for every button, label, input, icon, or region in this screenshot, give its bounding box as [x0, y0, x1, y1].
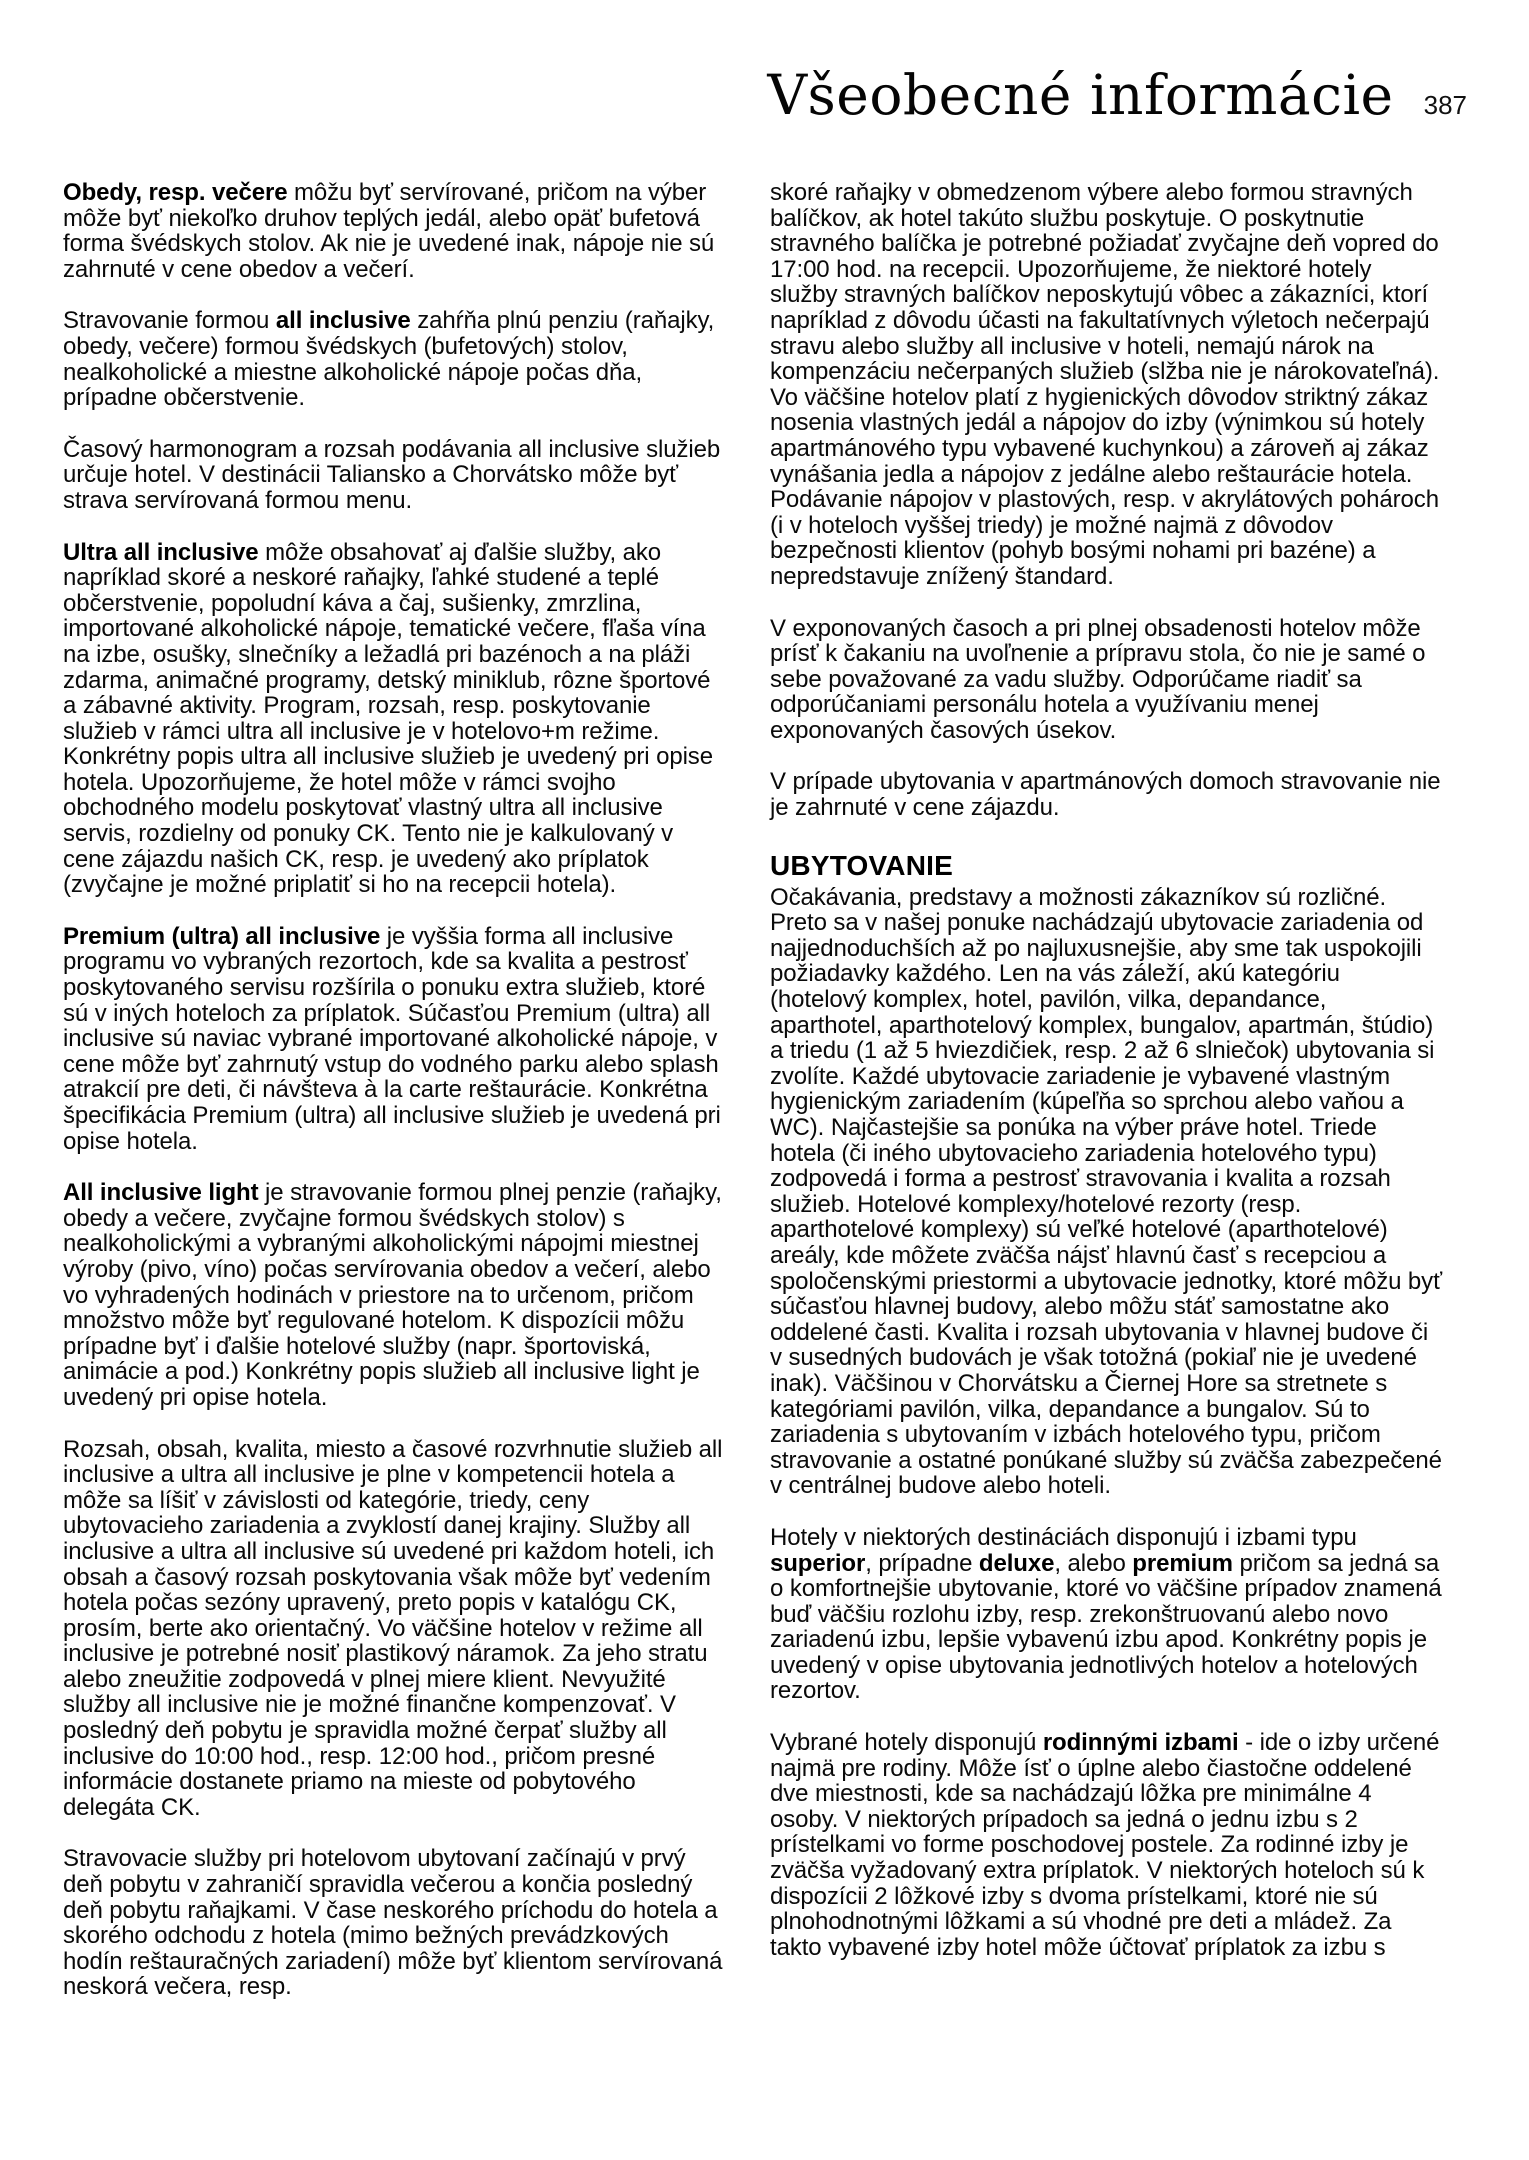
- body-text: Stravovanie formou: [63, 307, 276, 335]
- paragraph: [770, 769, 1442, 820]
- bold-term: All inclusive light: [63, 1179, 259, 1207]
- bold-term: rodinnými izbami: [1042, 1729, 1239, 1757]
- page-header: [767, 63, 1467, 127]
- paragraph: [770, 616, 1442, 744]
- paragraph: [63, 540, 723, 898]
- paragraph: [63, 437, 723, 514]
- body-text: môžu byť servírované, pričom na výber môže byť niekoľko druhov teplých jedál, alebo opäť bufetová forma švédskych stolov. Ak nie je uvedené inak, nápoje nie sú zahrnuté v cene obedov a večerí.: [63, 179, 715, 283]
- body-text: Časový harmonogram a rozsah podávania all inclusive služieb určuje hotel. V destinácii Taliansko a Chorvátsko môže byť strava servírovaná formou menu.: [63, 435, 721, 514]
- paragraph: [63, 308, 723, 410]
- bold-term: Ultra all inclusive: [63, 538, 259, 566]
- body-text: , alebo: [1054, 1549, 1133, 1577]
- right-column: [770, 180, 1442, 1986]
- paragraph: [770, 180, 1442, 590]
- bold-term: all inclusive: [275, 307, 411, 335]
- body-text: skoré raňajky v obmedzenom výbere alebo formou stravných balíčkov, ak hotel takúto službu poskytuje. O poskytnutie stravného balíčka je potrebné požiadať zvyčajne deň vopred do 17:00 hod. na recepcii. Upozorňujeme, že niektoré hotely služby stravných balíčkov neposkytujú vôbec a zákazníci, ktorí napríklad z dôvodu účasti na fakultatívnych výletoch nečerpajú stravu alebo služby all inclusive v hoteli, nemajú nárok na kompenzáciu nečerpaných služieb (slžba nie je nárokovateľná). Vo väčšine hotelov platí z hygienických dôvodov striktný zákaz nosenia vlastných jedál a nápojov do izby (výnimkou sú hotely apartmánového typu vybavené kuchynkou) a zároveň aj zákaz vynášania jedla a nápojov z jedálne alebo reštaurácie hotela. Podávanie nápojov v plastových, resp. v akrylátových pohároch (i v hoteloch vyššej triedy) je možné najmä z dôvodov bezpečnosti klientov (pohyb bosými nohami pri bazéne) a nepredstavuje znížený štandard.: [770, 179, 1440, 590]
- body-text: Rozsah, obsah, kvalita, miesto a časové rozvrhnutie služieb all inclusive a ultra all inclusive je plne v kompetencii hotela a môže sa líšiť v závislosti od kategórie, triedy, ceny ubytovacieho zariadenia a zvyklostí danej krajiny. Služby all inclusive a ultra all inclusive sú uvedené pri každom hoteli, ich obsah a časový rozsah poskytovania však môže byť vedením hotela počas sezóny upravený, preto popis v katalógu CK, prosím, berte ako orientačný. Vo väčšine hotelov v režime all inclusive je potrebné nosiť plastikový náramok. Za jeho stratu alebo zneužitie zodpovedá v plnej miere klient. Nevyužité služby all inclusive nie je možné finančne kompenzovať. V posledný deň pobytu je spravidla možné čerpať služby all inclusive do 10:00 hod., resp. 12:00 hod., pričom presné informácie dostanete priamo na mieste od pobytového delegáta CK.: [63, 1435, 723, 1821]
- body-text: je stravovanie formou plnej penzie (raňajky, obedy a večere, zvyčajne formou švédskych stolov) s nealkoholickými a vybranými alkoholickými nápojmi miestnej výroby (pivo, víno) počas servírovania obedov a večerí, alebo vo vyhradených hodinách v priestore na to určenom, pričom množstvo môže byť regulované hotelom. K dispozícii môžu prípadne byť i ďalšie hotelové služby (napr. športoviská, animácie a pod.) Konkrétny popis služieb all inclusive light je uvedený pri opise hotela.: [63, 1179, 722, 1411]
- body-text: Vybrané hotely disponujú: [770, 1729, 1043, 1757]
- bold-term: deluxe: [978, 1549, 1055, 1577]
- paragraph: [63, 1846, 723, 2000]
- section-heading: [770, 851, 1442, 881]
- body-text: môže obsahovať aj ďalšie služby, ako napríklad skoré a neskoré raňajky, ľahké studené a teplé občerstvenie, popoludní káva a čaj, sušienky, zmrzlina, importované alkoholické nápoje, tematické večere, fľaša vína na izbe, osušky, slnečníky a ležadlá pri bazénoch a na pláži zdarma, animačné programy, detský miniklub, rôzne športové a zábavné aktivity. Program, rozsah, resp. poskytovanie služieb v rámci ultra all inclusive je v hotelovo+m režime. Konkrétny popis ultra all inclusive služieb je uvedený pri opise hotela. Upozorňujeme, že hotel môže v rámci svojho obchodného modelu poskytovať vlastný ultra all inclusive servis, rozdielny od ponuky CK. Tento nie je kalkulovaný v cene zájazdu našich CK, resp. je uvedený ako príplatok (zvyčajne je možné priplatiť si ho na recepcii hotela).: [63, 538, 713, 899]
- bold-term: superior: [770, 1549, 866, 1577]
- paragraph: [770, 885, 1442, 1499]
- paragraph: [770, 1730, 1442, 1960]
- body-text: Očakávania, predstavy a možnosti zákazníkov sú rozličné. Preto sa v našej ponuke nachádzajú ubytovacie zariadenia od najjednoduchších až po najluxusnejšie, aby sme tak uspokojili požiadavky každého. Len na vás záleží, akú kategóriu (hotelový komplex, hotel, pavilón, vilka, depandance, aparthotel, aparthotelový komplex, bungalov, apartmán, štúdio) a triedu (1 až 5 hviezdičiek, resp. 2 až 6 slniečok) ubytovania si zvolíte. Každé ubytovacie zariadenie je vybavené vlastným hygienickým zariadením (kúpeľňa so sprchou alebo vaňou a WC). Najčastejšie sa ponúka na výber práve hotel. Triede hotela (či iného ubytovacieho zariadenia hotelového typu) zodpovedá i forma a pestrosť stravovania i kvalita a rozsah služieb. Hotelové komplexy/hotelové rezorty (resp. aparthotelové komplexy) sú veľké hotelové (aparthotelové) areály, kde môžete zväčša nájsť hlavnú časť s recepciou a spoločenskými priestormi a ubytovacie jednotky, ktoré môžu byť súčasťou hlavnej budovy, alebo môžu stáť samostatne ako oddelené časti. Kvalita i rozsah ubytovania v hlavnej budove či v susedných budovách je však totožná (pokiaľ nie je uvedené inak). Väčšinou v Chorvátsku a Čiernej Hore sa stretnete s kategóriami pavilón, vilka, depandance a bungalov. Sú to zariadenia s ubytovaním v izbách hotelového typu, pričom stravovanie a ostatné ponúkané služby sú zväčša zabezpečené v centrálnej budove alebo hoteli.: [770, 883, 1442, 1500]
- body-text: je vyššia forma all inclusive programu vo vybraných rezortoch, kde sa kvalita a pestrosť poskytovaného servisu rozšírila o ponuku extra služieb, ktoré sú v iných hoteloch za príplatok. Súčasťou Premium (ultra) all inclusive sú naviac vybrané importované alkoholické nápoje, v cene môže byť zahrnutý vstup do vodného parku alebo splash atrakcií pre deti, či návšteva à la carte reštaurácie. Konkrétna špecifikácia Premium (ultra) all inclusive služieb je uvedená pri opise hotela.: [63, 922, 721, 1155]
- page-title: Všeobecné informácie: [767, 63, 1394, 127]
- paragraph: [770, 1525, 1442, 1704]
- body-text: V prípade ubytovania v apartmánových domoch stravovanie nie je zahrnuté v cene zájazdu.: [770, 768, 1441, 822]
- paragraph: [63, 1180, 723, 1410]
- bold-term: Obedy, resp. večere: [63, 179, 288, 206]
- left-column: [63, 180, 723, 2026]
- body-text: Hotely v niektorých destináciách disponujú i izbami typu: [770, 1523, 1357, 1551]
- body-text: Stravovacie služby pri hotelovom ubytovaní začínajú v prvý deň pobytu v zahraničí spravidla večerou a končia posledný deň pobytu raňajkami. V čase neskorého príchodu do hotela a skorého odchodu z hotela (mimo bežných prevádzkových hodín reštauračných zariadení) môže byť klientom servírovaná neskorá večera, resp.: [63, 1845, 723, 2001]
- body-text: V exponovaných časoch a pri plnej obsadenosti hotelov môže prísť k čakaniu na uvoľnenie a prípravu stola, čo nie je samé o sebe považované za vadu služby. Odporúčame riadiť sa odporúčaniami personálu hotela a využívaniu menej exponovaných časových úsekov.: [770, 614, 1426, 744]
- body-text: zahŕňa plnú penziu (raňajky, obedy, večere) formou švédskych (bufetových) stolov, nealkoholické a miestne alkoholické nápoje počas dňa, prípadne občerstvenie.: [63, 307, 715, 412]
- body-text: UBYTOVANIE: [770, 849, 953, 881]
- paragraph: [63, 180, 723, 282]
- body-text: , prípadne: [865, 1549, 979, 1577]
- bold-term: premium: [1132, 1549, 1233, 1577]
- paragraph: [63, 924, 723, 1154]
- body-text: pričom sa jedná sa o komfortnejšie ubytovanie, ktoré vo väčšine prípadov znamená buď väčšiu rozlohu izby, resp. zrekonštruovanú alebo novo zariadenú izbu, lepšie vybavenú izbu apod. Konkrétny popis je uvedený v opise ubytovania jednotlivých hotelov a hotelových rezortov.: [770, 1549, 1442, 1705]
- body-text: - ide o izby určené najmä pre rodiny. Môže ísť o úplne alebo čiastočne oddelené dve miestnosti, kde sa nachádzajú lôžka pre minimálne 4 osoby. V niektorých prípadoch sa jedná o jednu izbu s 2 prístelkami vo forme poschodovej postele. Za rodinné izby je zväčša vyžadovaný extra príplatok. V niektorých hoteloch sú k dispozícii 2 lôžkové izby s dvoma prístelkami, ktoré nie sú plnohodnotnými lôžkami a sú vhodné pre deti a mládež. Za takto vybavené izby hotel môže účtovať príplatok za izbu s: [770, 1729, 1440, 1961]
- page-number: 387: [1423, 90, 1467, 120]
- paragraph: [63, 1437, 723, 1821]
- bold-term: Premium (ultra) all inclusive: [63, 922, 381, 950]
